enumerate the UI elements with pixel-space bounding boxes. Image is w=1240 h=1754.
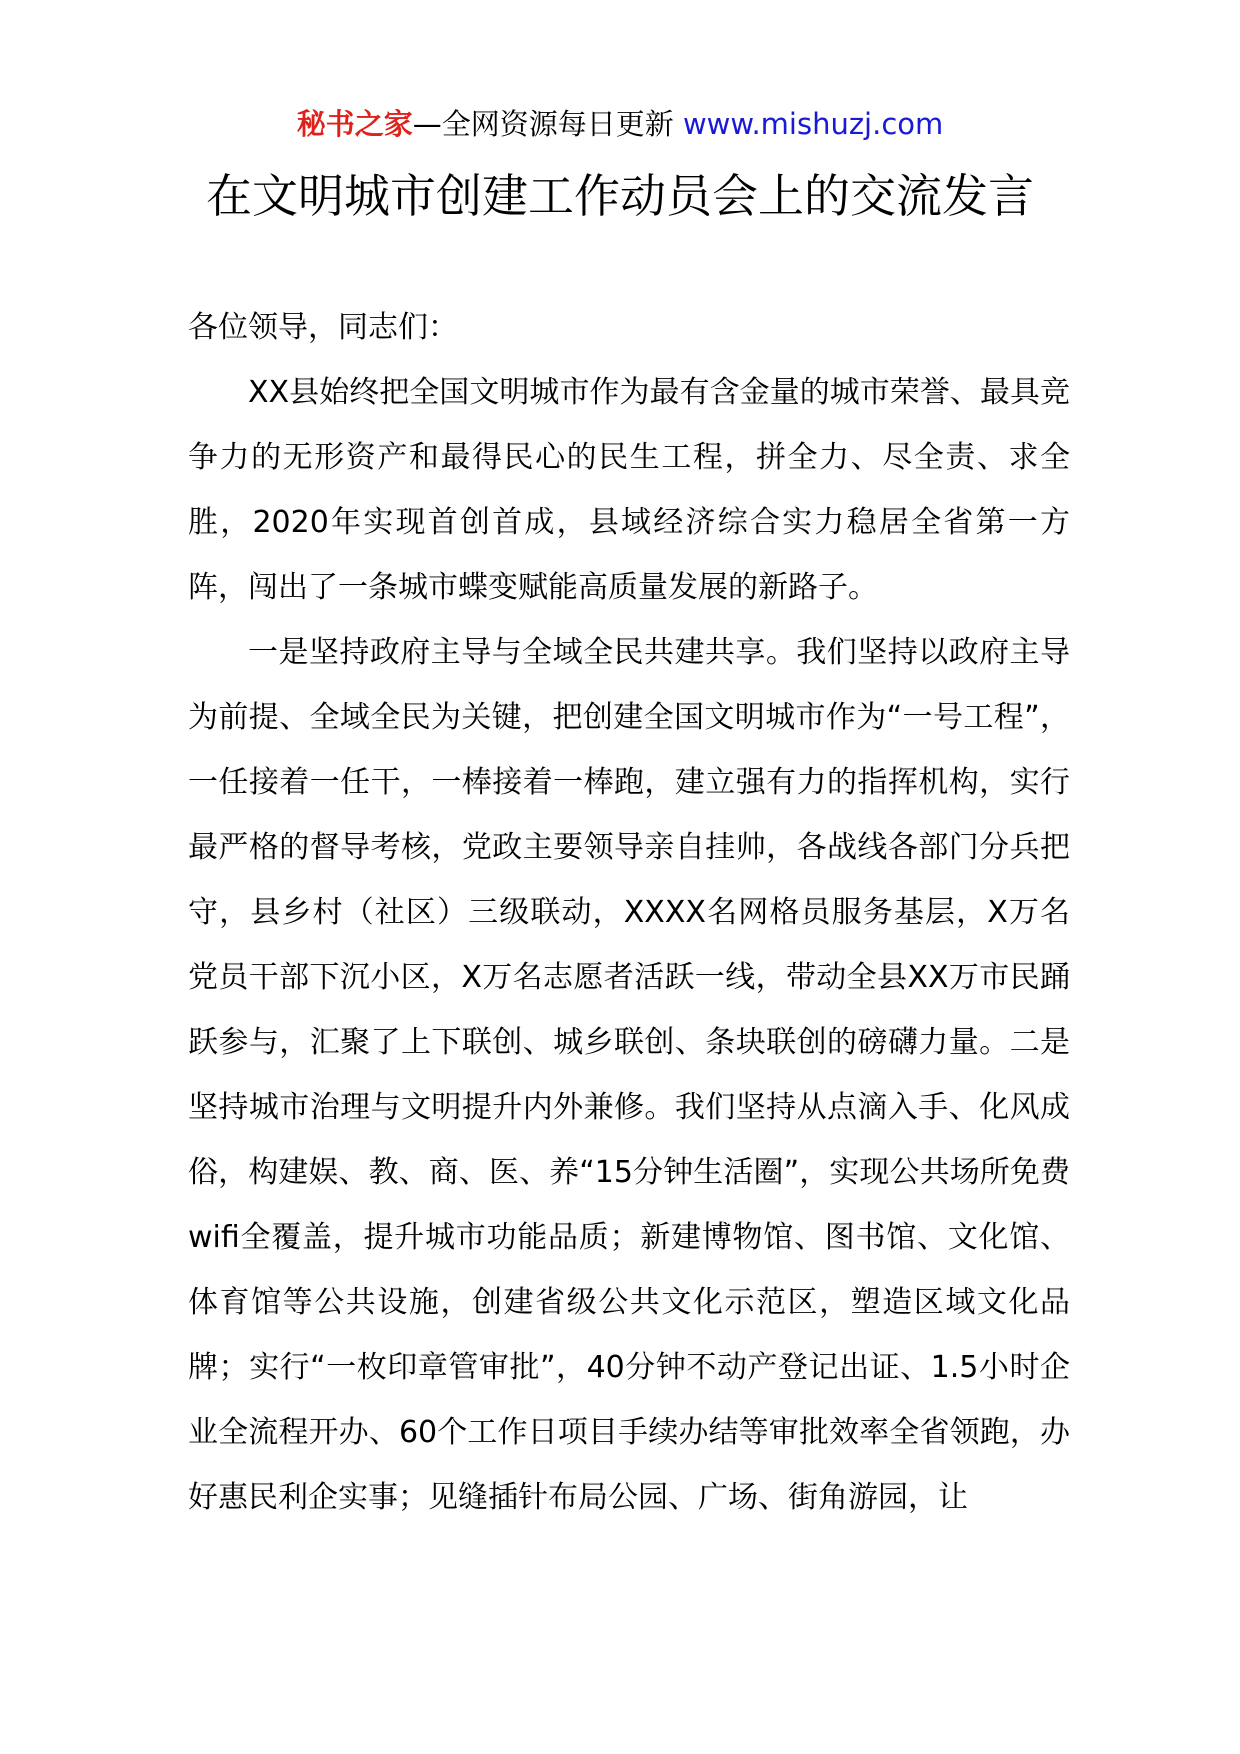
site-url-link[interactable]: www.mishuzj.com — [682, 107, 944, 141]
paragraph-1: XX县始终把全国文明城市作为最有含金量的城市荣誉、最具竞争力的无形资产和最得民心的民生工程，拼全力、尽全责、求全胜，2020年实现首创首成，县域经济综合实力稳居全省第一方阵，闯出了一条城市蝶变赋能高质量发展的新路子。 — [188, 375, 1070, 605]
site-slogan: —全网资源每日更新 — [412, 107, 683, 141]
document-title: 在文明城市创建工作动员会上的交流发言 — [206, 169, 1034, 223]
document-body — [188, 295, 1070, 1530]
paragraph-2: 一是坚持政府主导与全域全民共建共享。我们坚持以政府主导为前提、全域全民为关键，把创建全国文明城市作为“一号工程”，一任接着一任干，一棒接着一棒跑，建立强有力的指挥机构，实行最严格的督导考核，党政主要领导亲自挂帅，各战线各部门分兵把守，县乡村（社区）三级联动，XXXX名网格员服务基层，X万名党员干部下沉小区，X万名志愿者活跃一线，带动全县XX万市民踊跃参与，汇聚了上下联创、城乡联创、条块联创的磅礴力量。二是坚持城市治理与文明提升内外兼修。我们坚持从点滴入手、化风成俗，构建娱、教、商、医、养“15分钟生活圈”，实现公共场所免费wifi全覆盖，提升城市功能品质；新建博物馆、图书馆、文化馆、体育馆等公共设施，创建省级公共文化示范区，塑造区域文化品牌；实行“一枚印章管审批”，40分钟不动产登记出证、1.5小时企业全流程开办、60个工作日项目手续办结等审批效率全省领跑，办好惠民利企实事；见缝插针布局公园、广场、街角游园，让 — [188, 635, 1070, 1515]
site-name: 秘书之家 — [296, 107, 413, 141]
salutation: 各位领导，同志们： — [188, 310, 458, 345]
site-header — [0, 104, 1240, 144]
